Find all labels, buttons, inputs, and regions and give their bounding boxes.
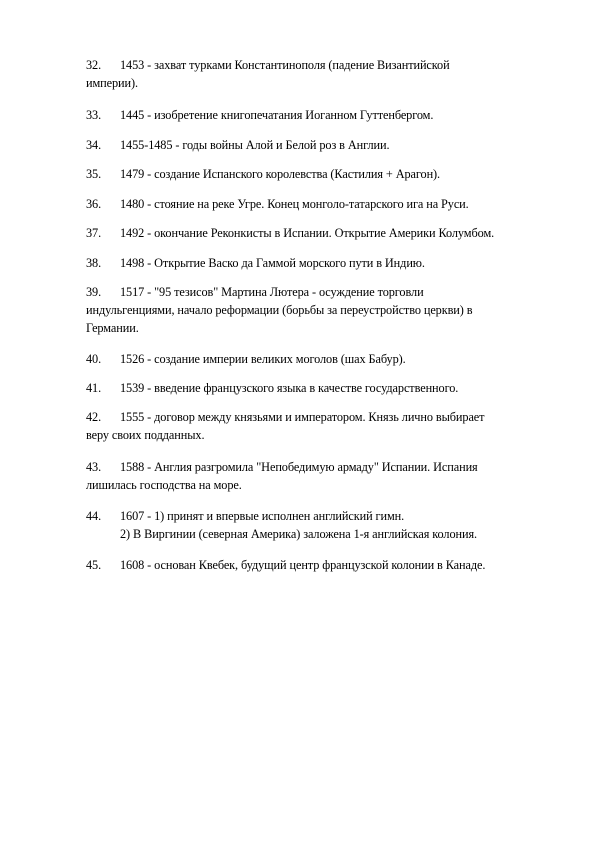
list-item-41 bbox=[86, 379, 566, 397]
item-number: 42. bbox=[86, 410, 102, 424]
item-text-line: 1608 - основан Квебек, будущий центр французской колонии в Канаде. bbox=[120, 558, 486, 572]
list-item-37 bbox=[86, 224, 566, 242]
list-item-44 bbox=[86, 507, 566, 543]
item-text-line: 1492 - окончание Реконкисты в Испании. Открытие Америки Колумбом. bbox=[120, 226, 495, 240]
item-text-line: веру своих подданных. bbox=[86, 428, 205, 442]
item-text-line: 1588 - Англия разгромила "Непобедимую армаду" Испании. Испания bbox=[120, 460, 478, 474]
item-number: 32. bbox=[86, 58, 102, 72]
list-item-32 bbox=[86, 56, 566, 92]
list-item-39 bbox=[86, 283, 566, 337]
item-number: 35. bbox=[86, 167, 102, 181]
list-item-34 bbox=[86, 136, 566, 154]
list-item-38 bbox=[86, 254, 566, 272]
list-item-43 bbox=[86, 458, 566, 494]
list-item-45 bbox=[86, 556, 566, 574]
item-number: 40. bbox=[86, 352, 102, 366]
item-number: 36. bbox=[86, 197, 102, 211]
item-text-line: Германии. bbox=[86, 321, 139, 335]
item-text-line: 1455-1485 - годы войны Алой и Белой роз в Англии. bbox=[120, 138, 390, 152]
item-text-line: лишилась господства на море. bbox=[86, 478, 242, 492]
list-item-35 bbox=[86, 165, 566, 183]
item-text-line: 1498 - Открытие Васко да Гаммой морского пути в Индию. bbox=[120, 256, 425, 270]
item-text-line: 1453 - захват турками Константинополя (падение Византийской bbox=[120, 58, 450, 72]
list-item-40 bbox=[86, 350, 566, 368]
list-item-33 bbox=[86, 106, 566, 124]
item-number: 41. bbox=[86, 381, 102, 395]
item-text-line: 1517 - "95 тезисов" Мартина Лютера - осуждение торговли bbox=[120, 285, 424, 299]
item-number: 34. bbox=[86, 138, 102, 152]
item-text-line: 1479 - создание Испанского королевства (Кастилия + Арагон). bbox=[120, 167, 441, 181]
item-text-line: империи). bbox=[86, 76, 138, 90]
item-number: 38. bbox=[86, 256, 102, 270]
item-text-line: 1607 - 1) принят и впервые исполнен английский гимн. bbox=[120, 509, 405, 523]
list-item-36 bbox=[86, 195, 566, 213]
item-number: 44. bbox=[86, 509, 102, 523]
item-text-line: индульгенциями, начало реформации (борьбы за переустройство церкви) в bbox=[86, 303, 473, 317]
item-text-line: 1480 - стояние на реке Угре. Конец монголо-татарского ига на Руси. bbox=[120, 197, 469, 211]
item-number: 43. bbox=[86, 460, 102, 474]
item-text-line: 1539 - введение французского языка в качестве государственного. bbox=[120, 381, 459, 395]
item-text-line: 1555 - договор между князьями и императором. Князь лично выбирает bbox=[120, 410, 485, 424]
item-number: 39. bbox=[86, 285, 102, 299]
list-item-42 bbox=[86, 408, 566, 444]
item-number: 45. bbox=[86, 558, 102, 572]
item-text-line: 2) В Виргинии (северная Америка) заложена 1-я английская колония. bbox=[120, 527, 477, 541]
item-number: 37. bbox=[86, 226, 102, 240]
item-text-line: 1526 - создание империи великих моголов (шах Бабур). bbox=[120, 352, 406, 366]
item-text-line: 1445 - изобретение книгопечатания Иоганном Гуттенбергом. bbox=[120, 108, 434, 122]
item-number: 33. bbox=[86, 108, 102, 122]
